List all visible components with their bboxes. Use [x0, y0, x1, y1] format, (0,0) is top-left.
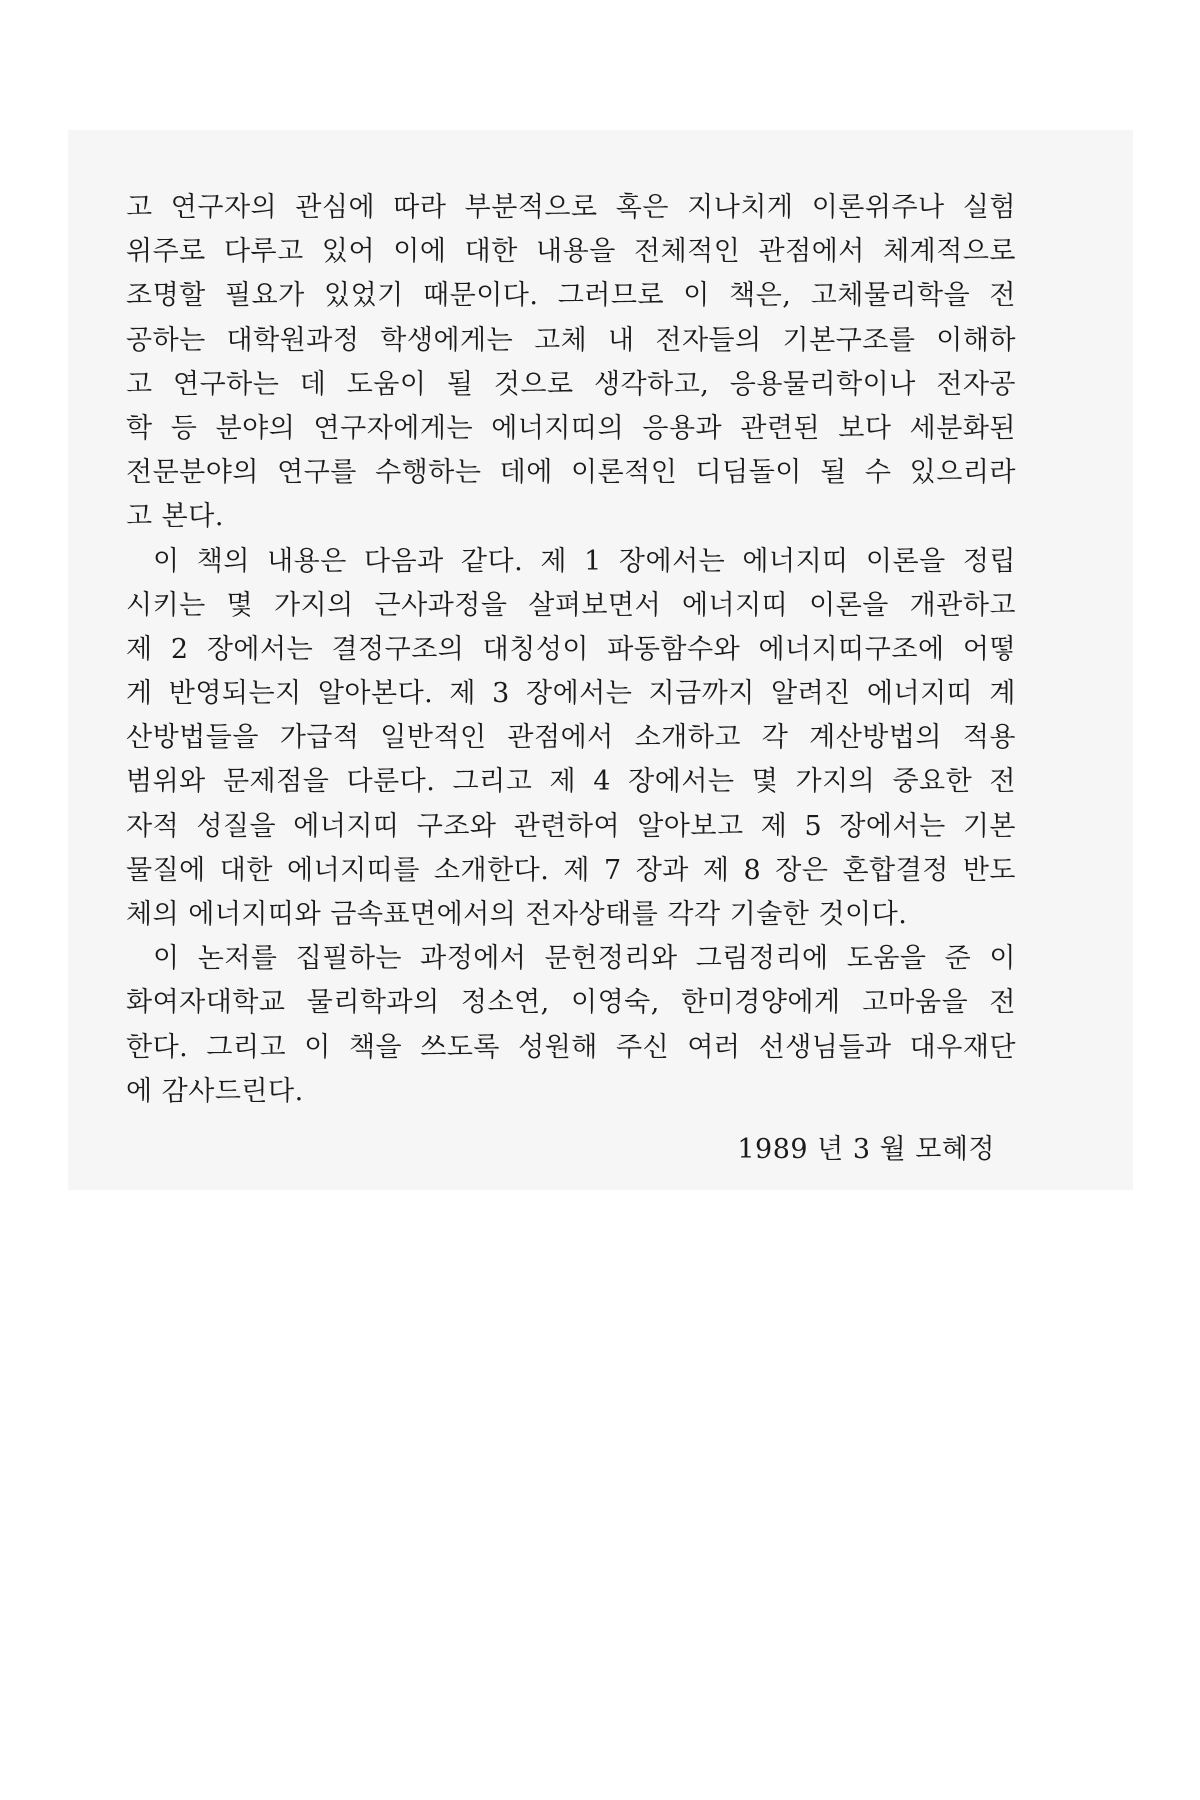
text-line: 조명할 필요가 있었기 때문이다. 그러므로 이 책은, 고체물리학을 전	[126, 280, 1016, 312]
text-line: 산방법들을 가급적 일반적인 관점에서 소개하고 각 계산방법의 적용	[126, 722, 1016, 754]
paragraph-3	[126, 937, 1016, 1114]
text-line: 제 2 장에서는 결정구조의 대칭성이 파동함수와 에너지띠구조에 어떻	[126, 633, 1016, 665]
text-line: 전문분야의 연구를 수행하는 데에 이론적인 디딤돌이 될 수 있으리라	[126, 457, 1016, 489]
text-line: 고 연구하는 데 도움이 될 것으로 생각하고, 응용물리학이나 전자공	[126, 368, 1016, 400]
text-line: 고 연구자의 관심에 따라 부분적으로 혹은 지나치게 이론위주나 실험	[126, 192, 1016, 223]
text-line: 게 반영되는지 알아본다. 제 3 장에서는 지금까지 알려진 에너지띠 계	[126, 678, 1016, 710]
text-line: 공하는 대학원과정 학생에게는 고체 내 전자들의 기본구조를 이해하	[126, 324, 1016, 356]
text-line: 이 논저를 집필하는 과정에서 문헌정리와 그림정리에 도움을 준 이	[153, 943, 1016, 975]
text-line: 물질에 대한 에너지띠를 소개한다. 제 7 장과 제 8 장은 혼합결정 반도	[126, 854, 1016, 886]
text-line: 위주로 다루고 있어 이에 대한 내용을 전체적인 관점에서 체계적으로	[126, 236, 1016, 268]
text-line: 한다. 그리고 이 책을 쓰도록 성원해 주신 여러 선생님들과 대우재단	[126, 1031, 1016, 1063]
text-line: 화여자대학교 물리학과의 정소연, 이영숙, 한미경양에게 고마움을 전	[126, 987, 1016, 1019]
paragraph-2	[126, 540, 1016, 938]
preface-body	[126, 186, 1016, 1114]
text-line: 시키는 몇 가지의 근사과정을 살펴보면서 에너지띠 이론을 개관하고	[126, 589, 1016, 621]
date-and-author-signature: 1989 년 3 월 모혜정	[737, 1134, 995, 1165]
paragraph-1	[126, 186, 1016, 540]
text-line: 범위와 문제점을 다룬다. 그리고 제 4 장에서는 몇 가지의 중요한 전	[126, 766, 1016, 798]
text-line: 체의 에너지띠와 금속표면에서의 전자상태를 각각 기술한 것이다.	[126, 899, 908, 930]
text-line: 이 책의 내용은 다음과 같다. 제 1 장에서는 에너지띠 이론을 정립	[153, 545, 1016, 577]
text-line: 학 등 분야의 연구자에게는 에너지띠의 응용과 관련된 보다 세분화된	[126, 412, 1016, 444]
text-line: 자적 성질을 에너지띠 구조와 관련하여 알아보고 제 5 장에서는 기본	[126, 810, 1016, 842]
text-line: 에 감사드린다.	[126, 1075, 304, 1107]
text-line: 고 본다.	[126, 501, 224, 533]
